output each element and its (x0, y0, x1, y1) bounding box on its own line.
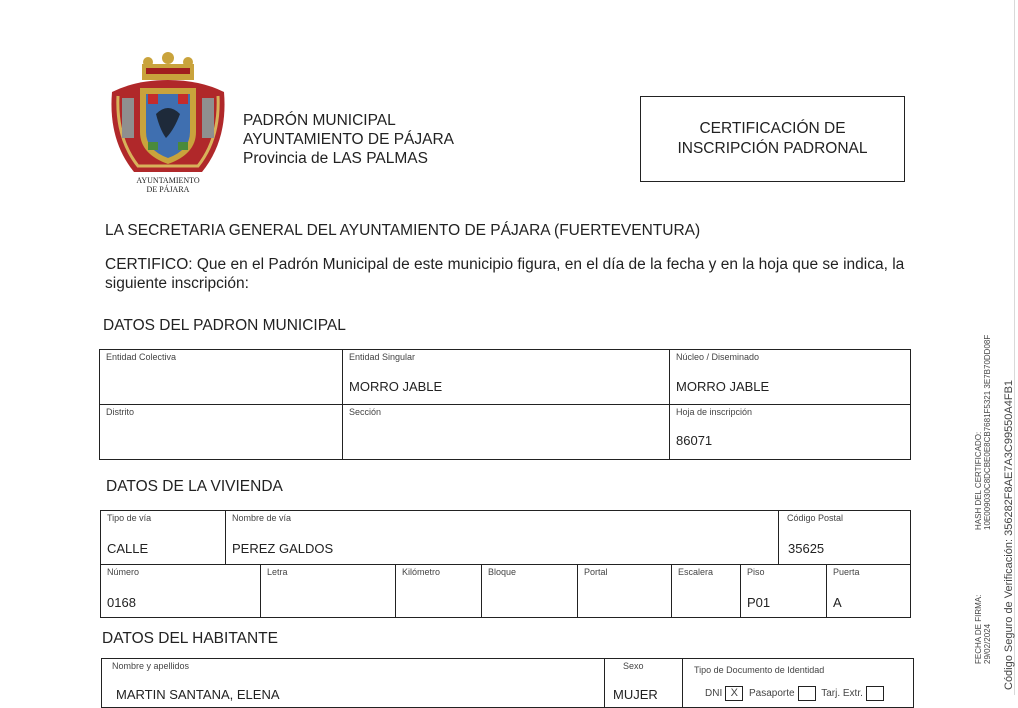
nucleo-cell (670, 350, 910, 405)
seccion-cell (343, 405, 670, 459)
documento-cell (683, 659, 913, 707)
field-label: Entidad Singular (349, 352, 416, 362)
certifico-paragraph (105, 255, 904, 293)
crest-icon (104, 50, 232, 180)
field-label: Letra (267, 567, 288, 577)
field-label: Distrito (106, 407, 135, 417)
field-label: Núcleo / Diseminado (676, 352, 760, 362)
certificate-title-line: INSCRIPCIÓN PADRONAL (677, 140, 868, 157)
hoja-cell (670, 405, 910, 459)
crest-caption-line: AYUNTAMIENTO (136, 176, 200, 185)
issuer-line: PADRÓN MUNICIPAL (243, 112, 396, 129)
field-label: Puerta (833, 567, 860, 577)
pasaporte-checkbox[interactable] (798, 686, 816, 701)
field-label: Portal (584, 567, 608, 577)
field-label: Kilómetro (402, 567, 441, 577)
certifico-line: CERTIFICO: Que en el Padrón Municipal de este municipio figura, en el día de la fecha y en la hoja que se indica, la (105, 256, 905, 273)
field-value: CALLE (107, 541, 149, 556)
crest-caption-line: DE PÁJARA (146, 185, 190, 194)
padron-table (99, 349, 911, 460)
field-value: P01 (747, 595, 771, 610)
field-label: Nombre de vía (232, 513, 292, 523)
field-value: 35625 (788, 541, 825, 556)
distrito-cell (100, 405, 343, 459)
sexo-cell (605, 659, 683, 707)
tipo-via-cell (101, 511, 226, 565)
field-value: PEREZ GALDOS (232, 541, 334, 556)
signature-date-label: FECHA DE FIRMA: (974, 594, 983, 664)
pasaporte-label: Pasaporte (749, 688, 795, 700)
habitante-table (101, 658, 914, 708)
field-label: Código Postal (787, 513, 844, 523)
vivienda-section-title: DATOS DE LA VIVIENDA (106, 478, 283, 495)
field-label: Bloque (488, 567, 517, 577)
tarjeta-label: Tarj. Extr. (821, 688, 863, 700)
bloque-cell (482, 565, 578, 617)
field-label: Escalera (678, 567, 714, 577)
hash-value: 10E009030C8DCBE0E8CB7681F5321 3E7B70DD08F (983, 334, 992, 530)
certificate-title-line: CERTIFICACIÓN DE (699, 120, 846, 137)
codigo-postal-cell (779, 511, 910, 565)
municipal-crest (104, 50, 232, 196)
letra-cell (261, 565, 396, 617)
certificate-title-box (640, 96, 905, 182)
padron-section-title: DATOS DEL PADRON MUNICIPAL (103, 317, 346, 334)
field-label: Sexo (623, 661, 644, 671)
habitante-section-title: DATOS DEL HABITANTE (102, 630, 278, 647)
field-value: MORRO JABLE (349, 379, 443, 394)
field-label: Tipo de vía (107, 513, 152, 523)
field-value: MUJER (613, 687, 658, 702)
field-value: A (833, 595, 842, 610)
vivienda-table (100, 510, 911, 618)
kilometro-cell (396, 565, 482, 617)
hash-label: HASH DEL CERTIFICADO: (974, 431, 983, 530)
document-type-options (705, 686, 887, 701)
entidad-singular-cell (343, 350, 670, 405)
nombre-via-cell (226, 511, 779, 565)
field-value: 86071 (676, 433, 713, 448)
numero-cell (101, 565, 261, 617)
entidad-colectiva-cell (100, 350, 343, 405)
field-label: Nombre y apellidos (112, 661, 190, 671)
signature-date-value: 29/02/2024 (983, 623, 992, 664)
issuer-line: AYUNTAMIENTO DE PÁJARA (243, 131, 455, 148)
field-value: MORRO JABLE (676, 379, 770, 394)
issuer-block (243, 111, 454, 168)
tarjeta-checkbox[interactable] (866, 686, 884, 701)
piso-cell (741, 565, 827, 617)
portal-cell (578, 565, 672, 617)
field-label: Entidad Colectiva (106, 352, 177, 362)
nombre-cell (102, 659, 605, 707)
verification-code: Código Seguro de Verificación: 356282F8AE7A3C99550A4FB1 (1003, 379, 1015, 690)
secretaria-heading: LA SECRETARIA GENERAL DEL AYUNTAMIENTO DE PÁJARA (FUERTEVENTURA) (105, 222, 701, 239)
puerta-cell (827, 565, 910, 617)
dni-label: DNI (705, 688, 723, 700)
field-label: Sección (349, 407, 382, 417)
issuer-line: Provincia de LAS PALMAS (243, 150, 428, 167)
field-label: Piso (747, 567, 765, 577)
field-label: Tipo de Documento de Identidad (694, 665, 825, 675)
field-label: Número (107, 567, 140, 577)
certifico-line: siguiente inscripción: (105, 275, 249, 292)
field-label: Hoja de inscripción (676, 407, 753, 417)
dni-checkbox[interactable]: X (725, 686, 743, 701)
field-value: 0168 (107, 595, 136, 610)
escalera-cell (672, 565, 741, 617)
field-value: MARTIN SANTANA, ELENA (116, 687, 280, 702)
